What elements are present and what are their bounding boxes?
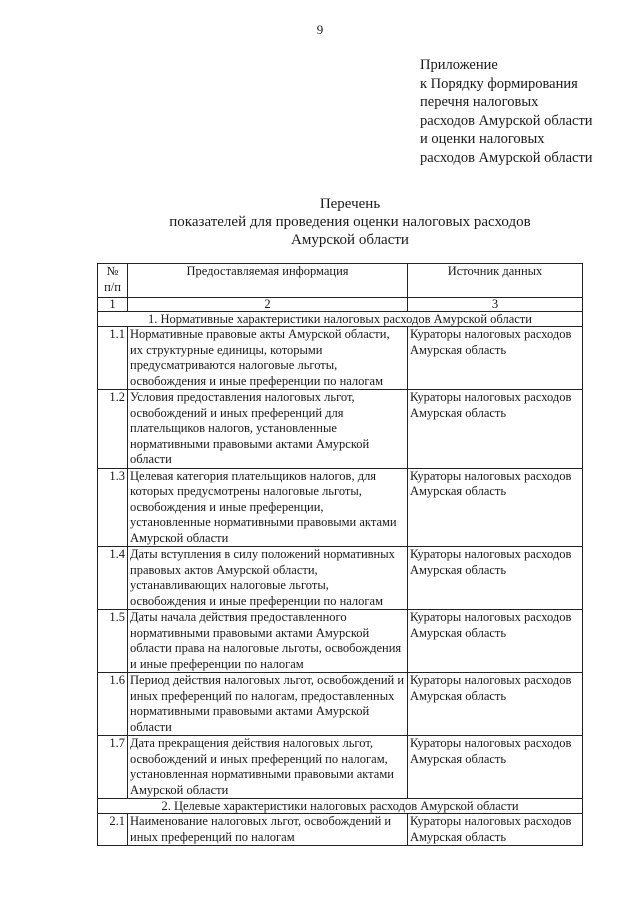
section-row <box>98 799 583 814</box>
row-source: Кураторы налоговых расходов Амурская область <box>408 673 583 736</box>
table-row <box>98 547 583 610</box>
indicators-table <box>97 263 583 846</box>
row-info: Целевая категория плательщиков налогов, для которых предусмотрены налоговые льготы, освобождения и иные преференции, установленные нормативными правовыми актами Амурской области <box>128 468 408 547</box>
row-num: 1.3 <box>98 468 128 547</box>
title-line: показателей для проведения оценки налоговых расходов <box>169 214 531 230</box>
row-source: Кураторы налоговых расходов Амурская область <box>408 468 583 547</box>
appendix-line: и оценки налоговых <box>420 131 545 147</box>
column-index: 1 <box>98 298 128 312</box>
row-num: 1.6 <box>98 673 128 736</box>
appendix-line: перечня налоговых <box>420 94 539 110</box>
row-info: Нормативные правовые акты Амурской области, их структурные единицы, которыми предусматриваются налоговые льготы, освобождения и иные преференции по налогам <box>128 327 408 390</box>
section-title: 2. Целевые характеристики налоговых расходов Амурской области <box>98 799 583 814</box>
header-source: Источник данных <box>408 264 583 298</box>
row-num: 1.7 <box>98 736 128 799</box>
header-num: № п/п <box>98 264 128 298</box>
title-line: Перечень <box>319 196 381 212</box>
row-num: 1.2 <box>98 390 128 469</box>
row-info: Даты вступления в силу положений нормативных правовых актов Амурской области, устанавливающих налоговые льготы, освобождения и иные преференции по налогам <box>128 547 408 610</box>
table-row <box>98 736 583 799</box>
row-info: Наименование налоговых льгот, освобождений и иных преференций по налогам <box>128 814 408 846</box>
appendix-line: расходов Амурской области <box>420 149 593 166</box>
row-info: Условия предоставления налоговых льгот, освобождений и иных преференций для плательщиков налогов, установленные нормативными правовыми актами Амурской области <box>128 390 408 469</box>
appendix-header <box>420 56 593 167</box>
row-num: 1.4 <box>98 547 128 610</box>
document-title <box>0 195 640 249</box>
row-source: Кураторы налоговых расходов Амурская область <box>408 390 583 469</box>
row-source: Кураторы налоговых расходов Амурская область <box>408 327 583 390</box>
table-row <box>98 468 583 547</box>
row-num: 1.1 <box>98 327 128 390</box>
table-row <box>98 814 583 846</box>
appendix-line: Приложение <box>420 57 498 73</box>
section-title: 1. Нормативные характеристики налоговых расходов Амурской области <box>98 312 583 327</box>
column-index-row <box>98 298 583 312</box>
column-index: 3 <box>408 298 583 312</box>
table-row <box>98 673 583 736</box>
row-info: Период действия налоговых льгот, освобождений и иных преференций по налогам, предоставленных нормативными правовыми актами Амурской области <box>128 673 408 736</box>
table-row <box>98 327 583 390</box>
row-num: 1.5 <box>98 610 128 673</box>
section-row <box>98 312 583 327</box>
page-number: 9 <box>316 22 324 37</box>
title-line: Амурской области <box>291 232 409 248</box>
column-index: 2 <box>128 298 408 312</box>
table-row <box>98 610 583 673</box>
row-source: Кураторы налоговых расходов Амурская область <box>408 814 583 846</box>
row-source: Кураторы налоговых расходов Амурская область <box>408 610 583 673</box>
header-info: Предоставляемая информация <box>128 264 408 298</box>
row-source: Кураторы налоговых расходов Амурская область <box>408 736 583 799</box>
appendix-line: к Порядку формирования <box>420 75 578 92</box>
row-num: 2.1 <box>98 814 128 846</box>
table-header-row <box>98 264 583 298</box>
appendix-line: расходов Амурской области <box>420 112 593 129</box>
row-info: Даты начала действия предоставленного нормативными правовыми актами Амурской области права на налоговые льготы, освобождения и иные преференции по налогам <box>128 610 408 673</box>
row-source: Кураторы налоговых расходов Амурская область <box>408 547 583 610</box>
table-row <box>98 390 583 469</box>
row-info: Дата прекращения действия налоговых льгот, освобождений и иных преференций по налогам, установленная нормативными правовыми актами Амурской области <box>128 736 408 799</box>
